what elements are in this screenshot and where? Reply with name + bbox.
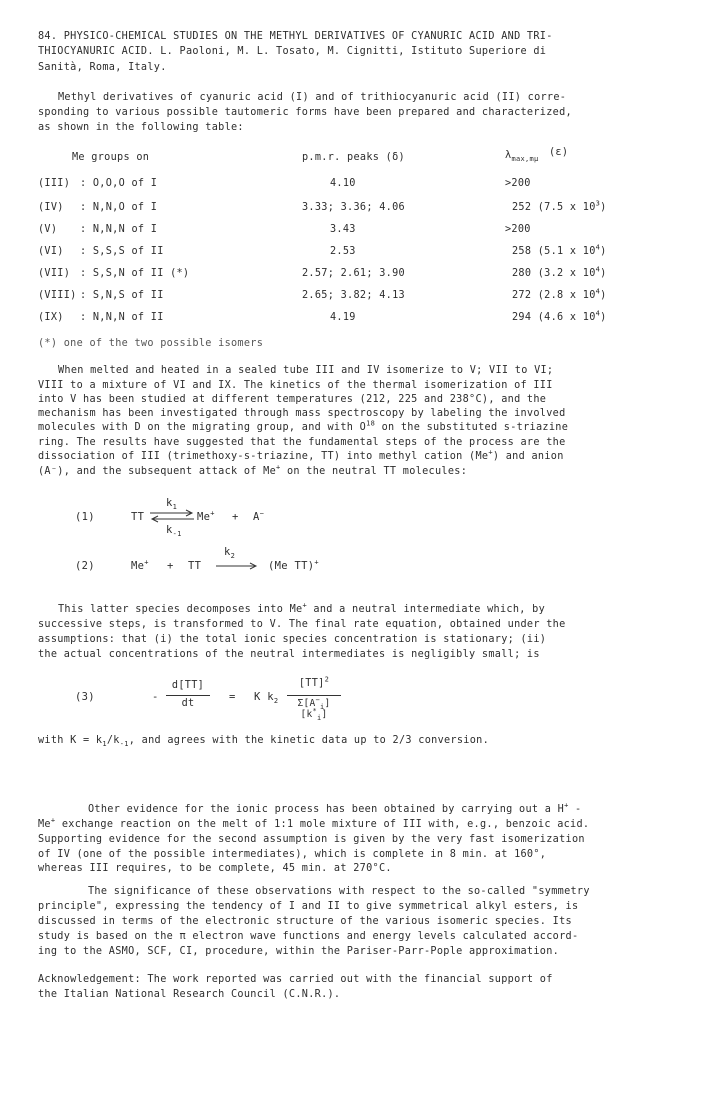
lambda-value: 294 (4.6 x 10 <box>512 312 596 323</box>
para4-text-a: with K = k <box>38 735 103 746</box>
table-cell-pmr-peaks: 2.65; 3.82; 4.13 <box>302 290 405 301</box>
para4-text-b: /k <box>106 735 120 746</box>
para5-line-4: of IV (one of the possible intermediates), which is complete in 8 min. at 160°, <box>38 849 547 860</box>
eq2-k2 <box>224 546 236 561</box>
km1-letter: k <box>166 524 173 536</box>
plus-superscript: + <box>276 463 281 472</box>
table-header-lambda <box>505 147 569 164</box>
k1-subscript: 1 <box>172 503 178 512</box>
eq3-lhs-fraction-bar <box>166 695 210 696</box>
exponent-superscript: 4 <box>595 287 601 296</box>
table-header-pmr: p.m.r. peaks (δ) <box>302 152 405 163</box>
para5-line-1-text: Other evidence for the ionic process has been obtained by carrying out a H <box>88 804 565 815</box>
para5-line-2 <box>38 818 589 831</box>
table-cell-compound-id: (VIII) <box>38 290 77 301</box>
table-cell-lambda <box>512 245 607 258</box>
plus-superscript: + <box>210 509 215 518</box>
sum-text: Σ[A <box>297 698 316 709</box>
eq1-number: (1) <box>75 511 95 523</box>
para5-line-1-tail: - <box>568 804 582 815</box>
lambda-value: 258 (5.1 x 10 <box>512 246 596 257</box>
table-cell-me-groups: : N,N,N of I <box>80 224 158 235</box>
close-paren: ) <box>600 290 607 301</box>
minus-superscript: − <box>259 509 265 518</box>
eq1-rhs-anion <box>253 511 264 523</box>
para2-line-5-text: molecules with D on the migrating group, and with O <box>38 422 367 433</box>
para6-line-4: study is based on the π electron wave functions and energy levels calculated accord- <box>38 931 579 942</box>
eq2-number: (2) <box>75 560 95 572</box>
intro-line-1: Methyl derivatives of cyanuric acid (I) and of trithiocyanuric acid (II) corre- <box>58 92 567 103</box>
intro-line-3: as shown in the following table: <box>38 122 244 133</box>
table-header-groups: Me groups on <box>72 152 150 163</box>
eq3-number: (3) <box>75 691 95 703</box>
table-cell-compound-id: (IV) <box>38 202 64 213</box>
exponent-superscript: 3 <box>595 199 601 208</box>
epsilon-label: (ε) <box>548 147 569 158</box>
eq2-me <box>131 560 149 572</box>
close-paren: ) <box>600 246 607 257</box>
lambda-value: 272 (2.8 x 10 <box>512 290 596 301</box>
eq1-rhs-me <box>197 511 215 523</box>
para3-line-2: successive steps, is transformed to V. The final rate equation, obtained under the <box>38 619 566 630</box>
para2-line-8 <box>38 465 467 478</box>
plus-superscript: + <box>488 448 493 457</box>
lambda-value: 252 (7.5 x 10 <box>512 202 596 213</box>
reaction-arrow-icon <box>214 561 260 571</box>
star-superscript: * <box>312 706 317 715</box>
eq1-k1 <box>166 497 178 512</box>
para3-line-1-text: This latter species decomposes into Me <box>58 604 303 615</box>
abstract-title-line-2: THIOCYANURIC ACID. L. Paoloni, M. L. Tosato, M. Cignitti, Istituto Superiore di <box>38 46 547 57</box>
eq1-plus: + <box>232 511 239 523</box>
table-cell-pmr-peaks: 2.53 <box>330 246 356 257</box>
k-bracket-text: ][k <box>300 698 331 720</box>
k-text: K k <box>254 691 274 703</box>
table-cell-lambda <box>512 267 607 280</box>
table-cell-lambda <box>512 311 607 324</box>
para3-line-4: the actual concentrations of the neutral intermediates is negligibly small; is <box>38 649 540 660</box>
table-cell-pmr-peaks: 4.10 <box>330 178 356 189</box>
lambda-value: >200 <box>505 178 531 189</box>
eq3-rhs-numerator <box>286 675 342 689</box>
me-text: Me <box>38 819 51 830</box>
para5-line-5: whereas III requires, to be complete, 45 min. at 270°C. <box>38 863 392 874</box>
table-cell-compound-id: (III) <box>38 178 71 189</box>
eq3-lhs-denominator: dt <box>181 698 195 709</box>
i-subscript: i <box>317 713 322 722</box>
k2-letter: k <box>224 546 231 558</box>
anion-text: A <box>253 511 260 523</box>
table-cell-me-groups: : N,N,O of I <box>80 202 158 213</box>
para6-line-5: ing to the ASMO, SCF, CI, procedure, within the Pariser-Parr-Pople approximation. <box>38 946 560 957</box>
intro-line-2: sponding to various possible tautomeric forms have been prepared and characterized, <box>38 107 572 118</box>
table-cell-compound-id: (VI) <box>38 246 64 257</box>
para3-line-1-tail: and a neutral intermediate which, by <box>306 604 546 615</box>
table-cell-lambda <box>505 177 531 190</box>
para2-line-4: mechanism has been investigated through mass spectroscopy by labeling the involved <box>38 408 566 419</box>
para2-line-7-tail: ) and anion <box>492 451 564 462</box>
para2-line-8-tail: on the neutral TT molecules: <box>280 466 468 477</box>
acknowledgement-line-1: Acknowledgement: The work reported was carried out with the financial support of <box>38 974 553 985</box>
exponent-superscript: 4 <box>595 309 601 318</box>
close-paren: ) <box>600 202 607 213</box>
para6-line-1: The significance of these observations with respect to the so-called "symmetry <box>88 886 590 897</box>
close-bracket-text: ] <box>321 709 328 720</box>
eq3-lhs-numerator: d[TT] <box>171 680 205 691</box>
eq3-equals: = <box>229 691 236 703</box>
eq1-lhs: TT <box>131 511 145 523</box>
lambda-symbol: λ <box>505 150 512 161</box>
para4-text-c: , and agrees with the kinetic data up to 2/3 conversion. <box>128 735 490 746</box>
para3-line-3: assumptions: that (i) the total ionic species concentration is stationary; (ii) <box>38 634 547 645</box>
table-cell-me-groups: : N,N,N of II <box>80 312 164 323</box>
k2-subscript: 2 <box>273 697 279 706</box>
table-cell-compound-id: (V) <box>38 224 58 235</box>
para3-line-1 <box>58 603 545 616</box>
exponent-superscript: 4 <box>595 265 601 274</box>
para4-line <box>38 734 489 747</box>
table-cell-compound-id: (IX) <box>38 312 64 323</box>
lambda-subscript: max,mμ <box>511 155 539 164</box>
exponent-superscript: 4 <box>595 243 601 252</box>
para6-line-3: discussed in terms of the electronic structure of the various isomeric species. Its <box>38 916 572 927</box>
table-cell-me-groups: : O,O,O of I <box>80 178 158 189</box>
i-subscript: i <box>320 702 325 711</box>
eq3-rhs-denominator <box>284 695 344 722</box>
eq1-km1 <box>166 524 182 539</box>
table-cell-me-groups: : S,S,S of II <box>80 246 164 257</box>
square-superscript: 2 <box>324 675 330 684</box>
para2-line-2: VIII to a mixture of VI and IX. The kinetics of the thermal isomerization of III <box>38 380 553 391</box>
eq3-constant <box>254 691 279 706</box>
para2-line-7-text: dissociation of III (trimethoxy-s-triazine, TT) into methyl cation (Me <box>38 451 489 462</box>
k2-subscript: 2 <box>230 552 236 561</box>
table-cell-me-groups: : S,N,S of II <box>80 290 164 301</box>
para6-line-2: principle", expressing the tendency of I and II to give symmetrical alkyl esters, is <box>38 901 579 912</box>
minus-superscript: − <box>315 695 321 704</box>
eq2-product <box>268 560 319 572</box>
close-paren: ) <box>600 268 607 279</box>
o18-superscript: 18 <box>366 419 376 428</box>
eq3-minus: - <box>152 691 159 703</box>
abstract-title-line-1: 84. PHYSICO-CHEMICAL STUDIES ON THE METHYL DERIVATIVES OF CYANURIC ACID AND TRI- <box>38 31 553 42</box>
para5-line-2-tail: exchange reaction on the melt of 1:1 mole mixture of III with, e.g., benzoic acid. <box>55 819 590 830</box>
table-cell-pmr-peaks: 3.43 <box>330 224 356 235</box>
me-text: Me <box>197 511 211 523</box>
para2-line-5 <box>38 421 568 434</box>
lambda-value: 280 (3.2 x 10 <box>512 268 596 279</box>
table-cell-me-groups: : S,S,N of II (*) <box>80 268 190 279</box>
para2-line-5-tail: on the substituted s-triazine <box>375 422 569 433</box>
table-cell-pmr-peaks: 4.19 <box>330 312 356 323</box>
eq2-plus: + <box>167 560 174 572</box>
km1-subscript: -1 <box>119 740 129 749</box>
close-paren: ) <box>600 312 607 323</box>
product-text: (Me TT) <box>268 560 315 572</box>
table-cell-compound-id: (VII) <box>38 268 71 279</box>
table-footnote: (*) one of the two possible isomers <box>38 338 264 349</box>
para2-line-7 <box>38 450 564 463</box>
plus-superscript: + <box>144 558 149 567</box>
acknowledgement-line-2: the Italian National Research Council (C.N.R.). <box>38 989 341 1000</box>
plus-superscript: + <box>50 816 56 825</box>
k1-subscript: 1 <box>102 740 107 749</box>
equilibrium-arrows-icon <box>148 509 196 523</box>
me-text: Me <box>131 560 145 572</box>
para2-line-8-text: (A⁻), and the subsequent attack of Me <box>38 466 277 477</box>
table-cell-pmr-peaks: 2.57; 2.61; 3.90 <box>302 268 405 279</box>
table-cell-pmr-peaks: 3.33; 3.36; 4.06 <box>302 202 405 213</box>
para5-line-3: Supporting evidence for the second assumption is given by the very fast isomerization <box>38 834 585 845</box>
eq2-tt: TT <box>188 560 202 572</box>
table-cell-lambda <box>512 201 607 214</box>
table-cell-lambda <box>505 223 531 236</box>
plus-superscript: + <box>314 558 319 567</box>
k1-letter: k <box>166 497 173 509</box>
tt-squared-text: [TT] <box>298 678 325 689</box>
para2-line-3: into V has been studied at different temperatures (212, 225 and 238°C), and the <box>38 394 547 405</box>
plus-superscript: + <box>302 601 307 610</box>
lambda-value: >200 <box>505 224 531 235</box>
eq3-rhs-fraction-bar <box>287 695 341 696</box>
para2-line-6: ring. The results have suggested that the fundamental steps of the process are the <box>38 437 566 448</box>
km1-subscript: -1 <box>172 530 182 539</box>
plus-superscript: + <box>564 801 569 810</box>
para2-line-1: When melted and heated in a sealed tube III and IV isomerize to V; VII to VI; <box>58 365 554 376</box>
para5-line-1 <box>88 803 581 816</box>
abstract-title-line-3: Sanità, Roma, Italy. <box>38 62 167 73</box>
table-cell-lambda <box>512 289 607 302</box>
